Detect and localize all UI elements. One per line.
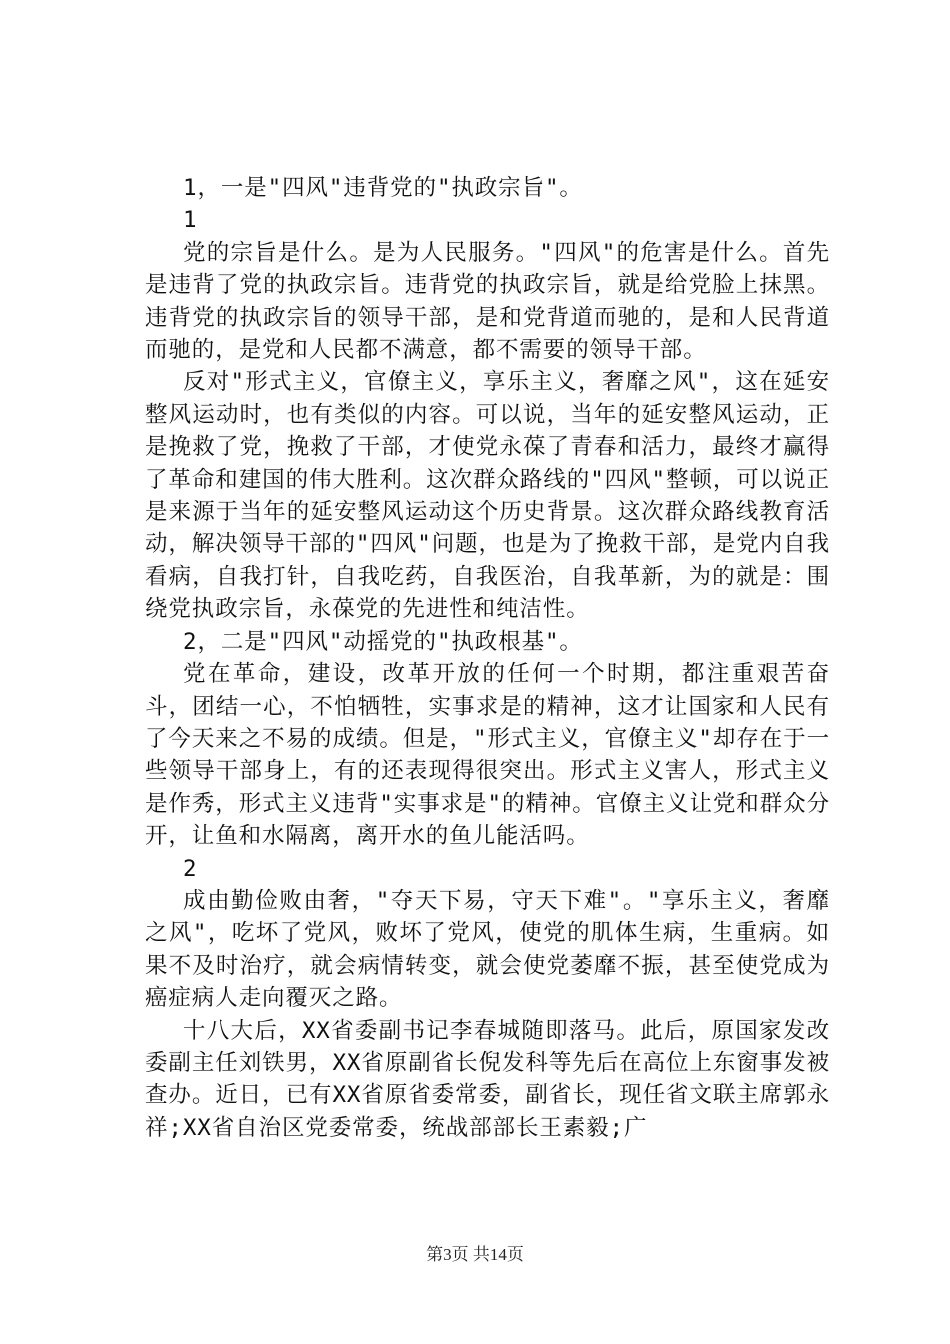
paragraph-2: 反对"形式主义，官僚主义，享乐主义，奢靡之风"，这在延安整风运动时，也有类似的内容。可以说，当年的延安整风运动，正是挽救了党，挽救了干部，才使党永葆了青春和活力，最终才赢得了革命和建国的伟大胜利。这次群众路线的"四风"整顿，可以说正是来源于当年的延安整风运动这个历史背景。这次群众路线教育活动，解决领导干部的"四风"问题，也是为了挽救干部，是党内自我看病，自我打针，自我吃药，自我医治，自我革新，为的就是：围绕党执政宗旨，永葆党的先进性和纯洁性。 bbox=[145, 369, 830, 623]
heading-1: 1，一是"四风"违背党的"执政宗旨"。 bbox=[183, 175, 583, 201]
paragraph-1: 党的宗旨是什么。是为人民服务。"四风"的危害是什么。首先是违背了党的执政宗旨。违背党的执政宗旨，就是给党脸上抹黑。违背党的执政宗旨的领导干部，是和党背道而驰的，是和人民背道而驰的，是党和人民都不满意，都不需要的领导干部。 bbox=[145, 239, 830, 364]
page-marker-1: 1 bbox=[183, 207, 198, 234]
paragraph-4: 成由勤俭败由奢，"夺天下易，守天下难"。"享乐主义，奢靡之风"，吃坏了党风，败坏了党风，使党的肌体生病，生重病。如果不及时治疗，就会病情转变，就会使党萎靡不振，甚至使党成为癌症病人走向覆灭之路。 bbox=[145, 887, 830, 1012]
heading-2: 2，二是"四风"动摇党的"执政根基"。 bbox=[183, 628, 583, 655]
paragraph-3: 党在革命，建设，改革开放的任何一个时期，都注重艰苦奋斗，团结一心，不怕牺牲，实事求是的精神，这才让国家和人民有了今天来之不易的成绩。但是，"形式主义，官僚主义"却存在于一些领导干部身上，有的还表现得很突出。形式主义害人，形式主义是作秀，形式主义违背"实事求是"的精神。官僚主义让党和群众分开，让鱼和水隔离，离开水的鱼儿能活吗。 bbox=[145, 661, 830, 850]
document-body bbox=[145, 172, 830, 1144]
page-footer: 第3页 共14页 bbox=[426, 1245, 524, 1264]
paragraph-5: 十八大后，XX省委副书记李春城随即落马。此后，原国家发改委副主任刘铁男，XX省原副省长倪发科等先后在高位上东窗事发被查办。近日，已有XX省原省委常委，副省长，现任省文联主席郭永祥;XX省自治区党委常委，统战部部长王素毅;广 bbox=[145, 1017, 830, 1141]
page-marker-2: 2 bbox=[183, 855, 198, 882]
